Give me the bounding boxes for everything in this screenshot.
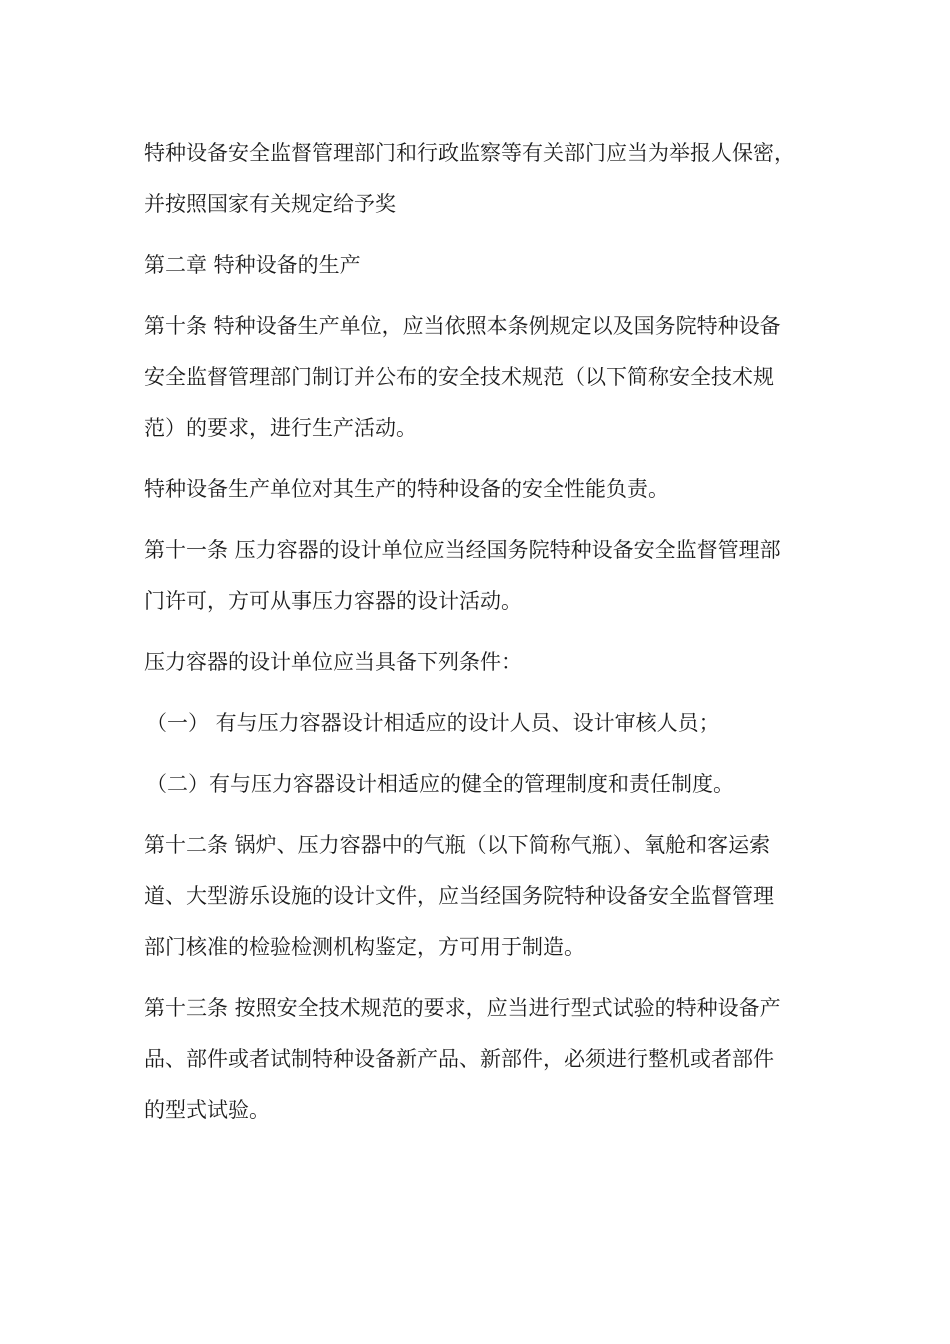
paragraph-whistleblower-confidentiality [144,128,804,230]
document-body [144,128,804,1146]
text-line: （一） 有与压力容器设计相适应的设计人员、设计审核人员； [146,711,720,735]
article-12 [144,820,804,973]
text-line: 门许可，方可从事压力容器的设计活动。 [144,589,522,613]
paragraph-design-conditions [144,637,804,688]
list-item-2 [144,759,804,810]
text-line: 部门核准的检验检测机构鉴定，方可用于制造。 [144,935,585,959]
text-line: 道、大型游乐设施的设计文件，应当经国务院特种设备安全监督管理 [144,884,774,908]
text-line: 第十条 特种设备生产单位，应当依照本条例规定以及国务院特种设备 [144,314,781,338]
text-line: 安全监督管理部门制订并公布的安全技术规范（以下简称安全技术规 [144,365,774,389]
article-10 [144,301,804,454]
article-11 [144,525,804,627]
chapter-heading [144,240,804,291]
text-line: 的型式试验。 [144,1098,270,1122]
text-line: 特种设备生产单位对其生产的特种设备的安全性能负责。 [144,477,669,501]
list-item-1 [144,698,804,749]
text-line: 特种设备安全监督管理部门和行政监察等有关部门应当为举报人保密， [144,141,795,165]
text-line: 第十一条 压力容器的设计单位应当经国务院特种设备安全监督管理部 [144,538,781,562]
paragraph-safety-responsibility [144,464,804,515]
text-line: 第十二条 锅炉、压力容器中的气瓶（以下简称气瓶）、氧舱和客运索 [144,833,771,857]
text-line: 压力容器的设计单位应当具备下列条件： [144,650,522,674]
text-line: 范）的要求，进行生产活动。 [144,416,417,440]
text-line: 品、部件或者试制特种设备新产品、新部件，必须进行整机或者部件 [144,1047,774,1071]
text-line: 第十三条 按照安全技术规范的要求，应当进行型式试验的特种设备产 [144,996,781,1020]
text-line: 第二章 特种设备的生产 [144,253,361,277]
text-line: （二）有与压力容器设计相适应的健全的管理制度和责任制度。 [146,772,734,796]
text-line: 并按照国家有关规定给予奖 [144,192,396,216]
article-13 [144,983,804,1136]
